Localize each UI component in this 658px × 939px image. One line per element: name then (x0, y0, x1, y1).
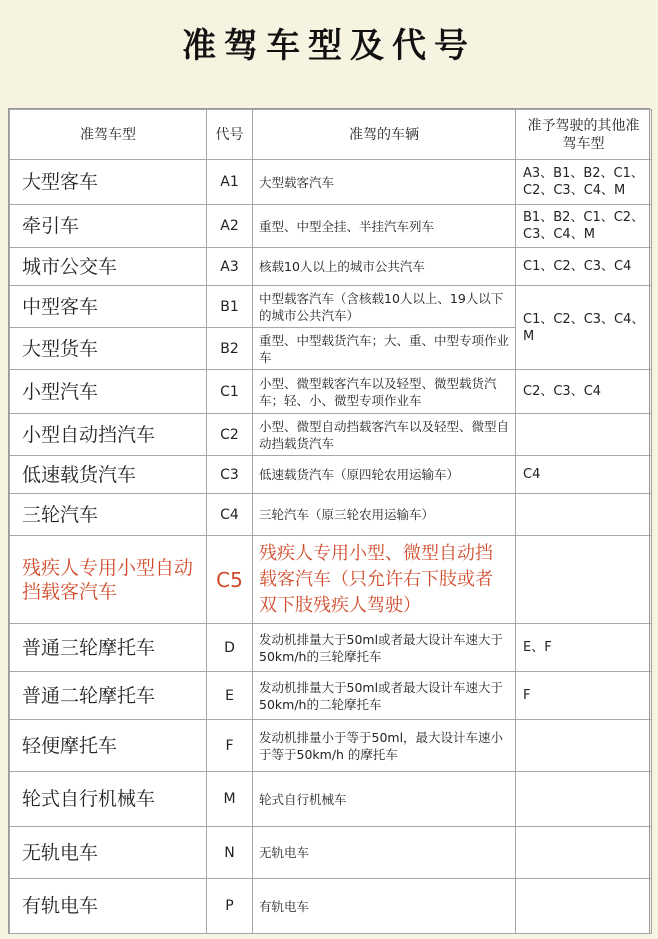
permitted-vehicles: 有轨电车 (253, 879, 516, 934)
permitted-vehicles: 三轮汽车（原三轮农用运输车） (253, 494, 516, 536)
license-type: 大型货车 (10, 328, 207, 370)
license-code: C5 (207, 536, 253, 624)
license-code: C1 (207, 370, 253, 414)
permitted-vehicles: 中型载客汽车（含核载10人以上、19人以下的城市公共汽车） (253, 286, 516, 328)
license-type: 有轨电车 (10, 879, 207, 934)
license-type: 轮式自行机械车 (10, 772, 207, 827)
license-code: C2 (207, 414, 253, 456)
license-code: A3 (207, 248, 253, 286)
table-row (10, 624, 652, 672)
license-code: N (207, 827, 253, 879)
permitted-vehicles: 发动机排量大于50ml或者最大设计车速大于50km/h的二轮摩托车 (253, 672, 516, 720)
page-title: 准驾车型及代号 (182, 26, 476, 66)
license-type: 小型汽车 (10, 370, 207, 414)
table-row (10, 494, 652, 536)
table-header-row (10, 110, 652, 160)
table-row (10, 414, 652, 456)
license-type: 中型客车 (10, 286, 207, 328)
license-code: P (207, 879, 253, 934)
license-type: 大型客车 (10, 160, 207, 205)
permitted-vehicles: 轮式自行机械车 (253, 772, 516, 827)
license-code: A1 (207, 160, 253, 205)
other-permitted-types: C1、C2、C3、C4 (516, 248, 652, 286)
other-permitted-types: F (516, 672, 652, 720)
permitted-vehicles: 大型载客汽车 (253, 160, 516, 205)
license-code: C4 (207, 494, 253, 536)
other-permitted-types: E、F (516, 624, 652, 672)
license-type: 城市公交车 (10, 248, 207, 286)
table-row (10, 160, 652, 205)
other-permitted-types: A3、B1、B2、C1、C2、C3、C4、M (516, 160, 652, 205)
license-code: A2 (207, 205, 253, 248)
license-class-table (8, 108, 650, 934)
other-permitted-types: C4 (516, 456, 652, 494)
other-permitted-types (516, 720, 652, 772)
license-type: 三轮汽车 (10, 494, 207, 536)
table-row (10, 720, 652, 772)
other-permitted-types: C1、C2、C3、C4、M (516, 286, 652, 370)
permitted-vehicles: 重型、中型载货汽车；大、重、中型专项作业车 (253, 328, 516, 370)
permitted-vehicles: 残疾人专用小型、微型自动挡载客汽车（只允许右下肢或者双下肢残疾人驾驶） (253, 536, 516, 624)
header-other-permitted-types: 准予驾驶的其他准驾车型 (516, 110, 652, 160)
table-row (10, 672, 652, 720)
table-row (10, 772, 652, 827)
header-code: 代号 (207, 110, 253, 160)
license-code: D (207, 624, 253, 672)
header-license-type: 准驾车型 (10, 110, 207, 160)
permitted-vehicles: 发动机排量小于等于50ml，最大设计车速小于等于50km/h 的摩托车 (253, 720, 516, 772)
license-code: E (207, 672, 253, 720)
license-type: 轻便摩托车 (10, 720, 207, 772)
other-permitted-types: B1、B2、C1、C2、C3、C4、M (516, 205, 652, 248)
license-type: 普通三轮摩托车 (10, 624, 207, 672)
license-code: C3 (207, 456, 253, 494)
header-permitted-vehicles: 准驾的车辆 (253, 110, 516, 160)
license-code: B2 (207, 328, 253, 370)
license-type: 普通二轮摩托车 (10, 672, 207, 720)
other-permitted-types (516, 827, 652, 879)
license-type: 无轨电车 (10, 827, 207, 879)
table-row (10, 827, 652, 879)
permitted-vehicles: 核载10人以上的城市公共汽车 (253, 248, 516, 286)
license-code: F (207, 720, 253, 772)
other-permitted-types (516, 772, 652, 827)
permitted-vehicles: 小型、微型自动挡载客汽车以及轻型、微型自动挡载货汽车 (253, 414, 516, 456)
permitted-vehicles: 发动机排量大于50ml或者最大设计车速大于50km/h的三轮摩托车 (253, 624, 516, 672)
permitted-vehicles: 低速载货汽车（原四轮农用运输车） (253, 456, 516, 494)
license-code: B1 (207, 286, 253, 328)
other-permitted-types (516, 494, 652, 536)
other-permitted-types (516, 414, 652, 456)
table-row (10, 879, 652, 934)
table-row-highlighted (10, 536, 652, 624)
table-row (10, 205, 652, 248)
other-permitted-types: C2、C3、C4 (516, 370, 652, 414)
license-type: 牵引车 (10, 205, 207, 248)
other-permitted-types (516, 879, 652, 934)
table-row (10, 370, 652, 414)
license-code: M (207, 772, 253, 827)
table-row (10, 248, 652, 286)
permitted-vehicles: 小型、微型载客汽车以及轻型、微型载货汽车；轻、小、微型专项作业车 (253, 370, 516, 414)
permitted-vehicles: 无轨电车 (253, 827, 516, 879)
license-type: 残疾人专用小型自动挡载客汽车 (10, 536, 207, 624)
other-permitted-types (516, 536, 652, 624)
table-row (10, 286, 652, 328)
permitted-vehicles: 重型、中型全挂、半挂汽车列车 (253, 205, 516, 248)
license-type: 低速载货汽车 (10, 456, 207, 494)
table-row (10, 456, 652, 494)
license-type: 小型自动挡汽车 (10, 414, 207, 456)
